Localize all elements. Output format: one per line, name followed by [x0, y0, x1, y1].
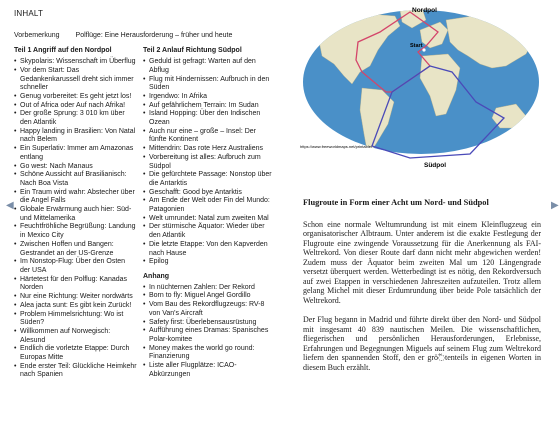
toc-list-item[interactable]: • Born to fly: Miguel Angel Gordillo [143, 292, 273, 301]
chevron-right-icon[interactable]: ▶ [551, 200, 559, 211]
toc-list-item[interactable]: • Feuchtfröhliche Begrüßung: Landung in Mexico City [14, 223, 137, 240]
toc-list-item[interactable]: • Happy landing in Brasilien: Von Natal nach Belem [14, 128, 137, 145]
toc-part2 [143, 47, 273, 380]
table-of-contents [14, 10, 284, 380]
toc-list-item[interactable]: • Willkommen auf Norwegisch: Alesund [14, 328, 137, 345]
toc-list-item[interactable]: • Safety first: Überlebensausrüstung [143, 319, 273, 328]
toc-list-item[interactable]: • Geschafft: Good bye Antarktis [143, 189, 273, 198]
toc-list-item[interactable]: • Endlich die vorletzte Etappe: Durch Europas Mitte [14, 345, 137, 362]
toc-list-item[interactable]: • Island Hopping: Über den Indischen Ozean [143, 110, 273, 127]
label-nordpol: Nordpol [412, 7, 437, 14]
toc-list-item[interactable]: • Mittendrin: Das rote Herz Australiens [143, 145, 273, 154]
article-title: Flugroute in Form einer Acht um Nord- und Südpol [303, 198, 489, 207]
toc-list-item[interactable]: • Am Ende der Welt oder Fin del Mundo: Patagonien [143, 197, 273, 214]
toc-list-item[interactable]: • Die gefürchtete Passage: Nonstop über die Antarktis [143, 171, 273, 188]
toc-list-item[interactable]: • Money makes the world go round: Finanzierung [143, 345, 273, 362]
toc-title: INHALT [14, 9, 44, 18]
toc-list-item[interactable]: • Geduld ist gefragt: Warten auf den Abflug [143, 58, 273, 75]
world-map-image [300, 6, 543, 176]
toc-list-item[interactable]: • Ein Traum wird wahr: Abstecher über die Angel Falls [14, 189, 137, 206]
toc-list-item[interactable]: • Im Nonstop-Flug: Über den Osten der USA [14, 258, 137, 275]
toc-list-item[interactable]: • Problem Himmelsrichtung: Wo ist Süden? [14, 311, 137, 328]
toc-list-item[interactable]: • Go west: Nach Manaus [14, 163, 137, 172]
toc-list-item[interactable]: • Globale Erwärmung auch hier: Süd- und Mittelamerika [14, 206, 137, 223]
start-marker [422, 48, 425, 51]
toc-list-item[interactable]: • Schöne Aussicht auf Brasilianisch: Nach Boa Vista [14, 171, 137, 188]
toc-list-item[interactable]: • Nur eine Richtung: Weiter nordwärts [14, 293, 137, 302]
chevron-left-icon[interactable]: ◀ [6, 200, 14, 211]
toc-list-item[interactable]: • Ende erster Teil: Glückliche Heimkehr nach Spanien [14, 363, 137, 380]
article-paragraph-1: Schon eine normale Weltumrundung ist mit einem Kleinflugzeug ein organisatorischer Albtraum. Unter anderem ist die exakte Festlegung der Flugroute eine zwingende Voraussetzung für die Anerkennung als FAI-Weltrekord. Von dieser Route darf dann nicht mehr abgewichen werden! Zudem muss der Äquator beim zweiten Mal um 120 Längengrade versetzt überquert werden. Wetterbedingt ist es nötig, den Rekordversuch auf zwei Etappen in verschiedenen Jahreszeiten aufzuteilen. Trotz allem gelang Michel mit dieser Erdumrundung über beide Pole tatsächlich der Weltrekord. [303, 219, 541, 305]
toc-list-item[interactable]: • Out of Africa oder Auf nach Afrika! [14, 102, 137, 111]
toc-list-item[interactable]: • Epilog [143, 258, 273, 267]
toc-list-item[interactable]: • Skypolaris: Wissenschaft im Überflug [14, 58, 137, 67]
toc-list-item[interactable]: • Irgendwo: In Afrika [143, 93, 273, 102]
toc-list-item[interactable]: • Der große Sprung: 3 010 km über den Atlantik [14, 110, 137, 127]
toc-list-item[interactable]: • In nüchternen Zahlen: Der Rekord [143, 284, 273, 293]
label-start: Start [410, 43, 423, 49]
label-suedpol: Südpol [424, 162, 447, 169]
article [303, 198, 541, 372]
part2-heading: Teil 2 Anlauf Richtung Südpol [143, 47, 242, 55]
toc-list-item[interactable]: • Alea jacta sunt: Es gibt kein Zurück! [14, 302, 137, 311]
appendix-list [143, 284, 273, 380]
part1-heading: Teil 1 Angriff auf den Nordpol [14, 47, 112, 55]
route-map [300, 6, 543, 176]
toc-list-item[interactable]: • Auch nur eine – große – Insel: Der fünfte Kontinent [143, 128, 273, 145]
toc-list-item[interactable]: • Genug vorbereitet: Es geht jetzt los! [14, 93, 137, 102]
toc-list-item[interactable]: • Ein Superlativ: Immer am Amazonas entlang [14, 145, 137, 162]
toc-list-item[interactable]: • Auf gefährlichem Terrain: Im Sudan [143, 102, 273, 111]
toc-intro [14, 32, 284, 41]
toc-list-item[interactable]: • Welt umrundet: Natal zum zweiten Mal [143, 215, 273, 224]
toc-intro-item[interactable]: Vorbemerkung [14, 31, 60, 39]
toc-list-item[interactable]: • Die letzte Etappe: Von den Kapverden nach Hause [143, 241, 273, 258]
part1-list [14, 58, 137, 380]
part2-list [143, 58, 273, 267]
toc-list-item[interactable]: • Vorbereitung ist alles: Aufbruch zum Südpol [143, 154, 273, 171]
map-source-url: https://www.freeworldmaps.net/printable/ [300, 144, 373, 149]
toc-list-item[interactable]: • Vom Bau des Rekordflugzeugs: RV-8 von Van's Aircraft [143, 301, 273, 318]
article-paragraph-2: Der Flug begann in Madrid und führte direkt über den Nord- und Südpol mit insgesamt 40 839 nautischen Meilen. Die wissenschaftlichen, fliegerischen und persönlichen Herausforderungen, Erlebnisse, Erfahrungen und Begegnungen Miguels auf seinem Flug zum Weltrekord liefern den spannenden Stoff, den er grö߬tenteils in eigenen Worten in diesem Buch erzählt. [303, 315, 541, 372]
toc-list-item[interactable]: • Zwischen Hoffen und Bangen: Gestrandet an der US-Grenze [14, 241, 137, 258]
antarctica [302, 158, 540, 176]
toc-list-item[interactable]: • Der stürmische Äquator: Wieder über den Atlantik [143, 223, 273, 240]
toc-list-item[interactable]: • Aufführung eines Dramas: Spanisches Polar-komitee [143, 327, 273, 344]
toc-list-item[interactable]: • Flug mit Hindernissen: Aufbruch in den Süden [143, 76, 273, 93]
toc-list-item[interactable]: • Liste aller Flugplätze: ICAO-Abkürzungen [143, 362, 273, 379]
toc-list-item[interactable]: • Härtetest für den Polflug: Kanadas Norden [14, 276, 137, 293]
appendix-heading: Anhang [143, 272, 170, 280]
toc-list-item[interactable]: • Vor dem Start: Das Gedankenkarussell dreht sich immer schneller [14, 67, 137, 93]
toc-part1 [14, 47, 137, 380]
toc-intro-item[interactable]: Polflüge: Eine Herausforderung – früher und heute [75, 31, 233, 39]
